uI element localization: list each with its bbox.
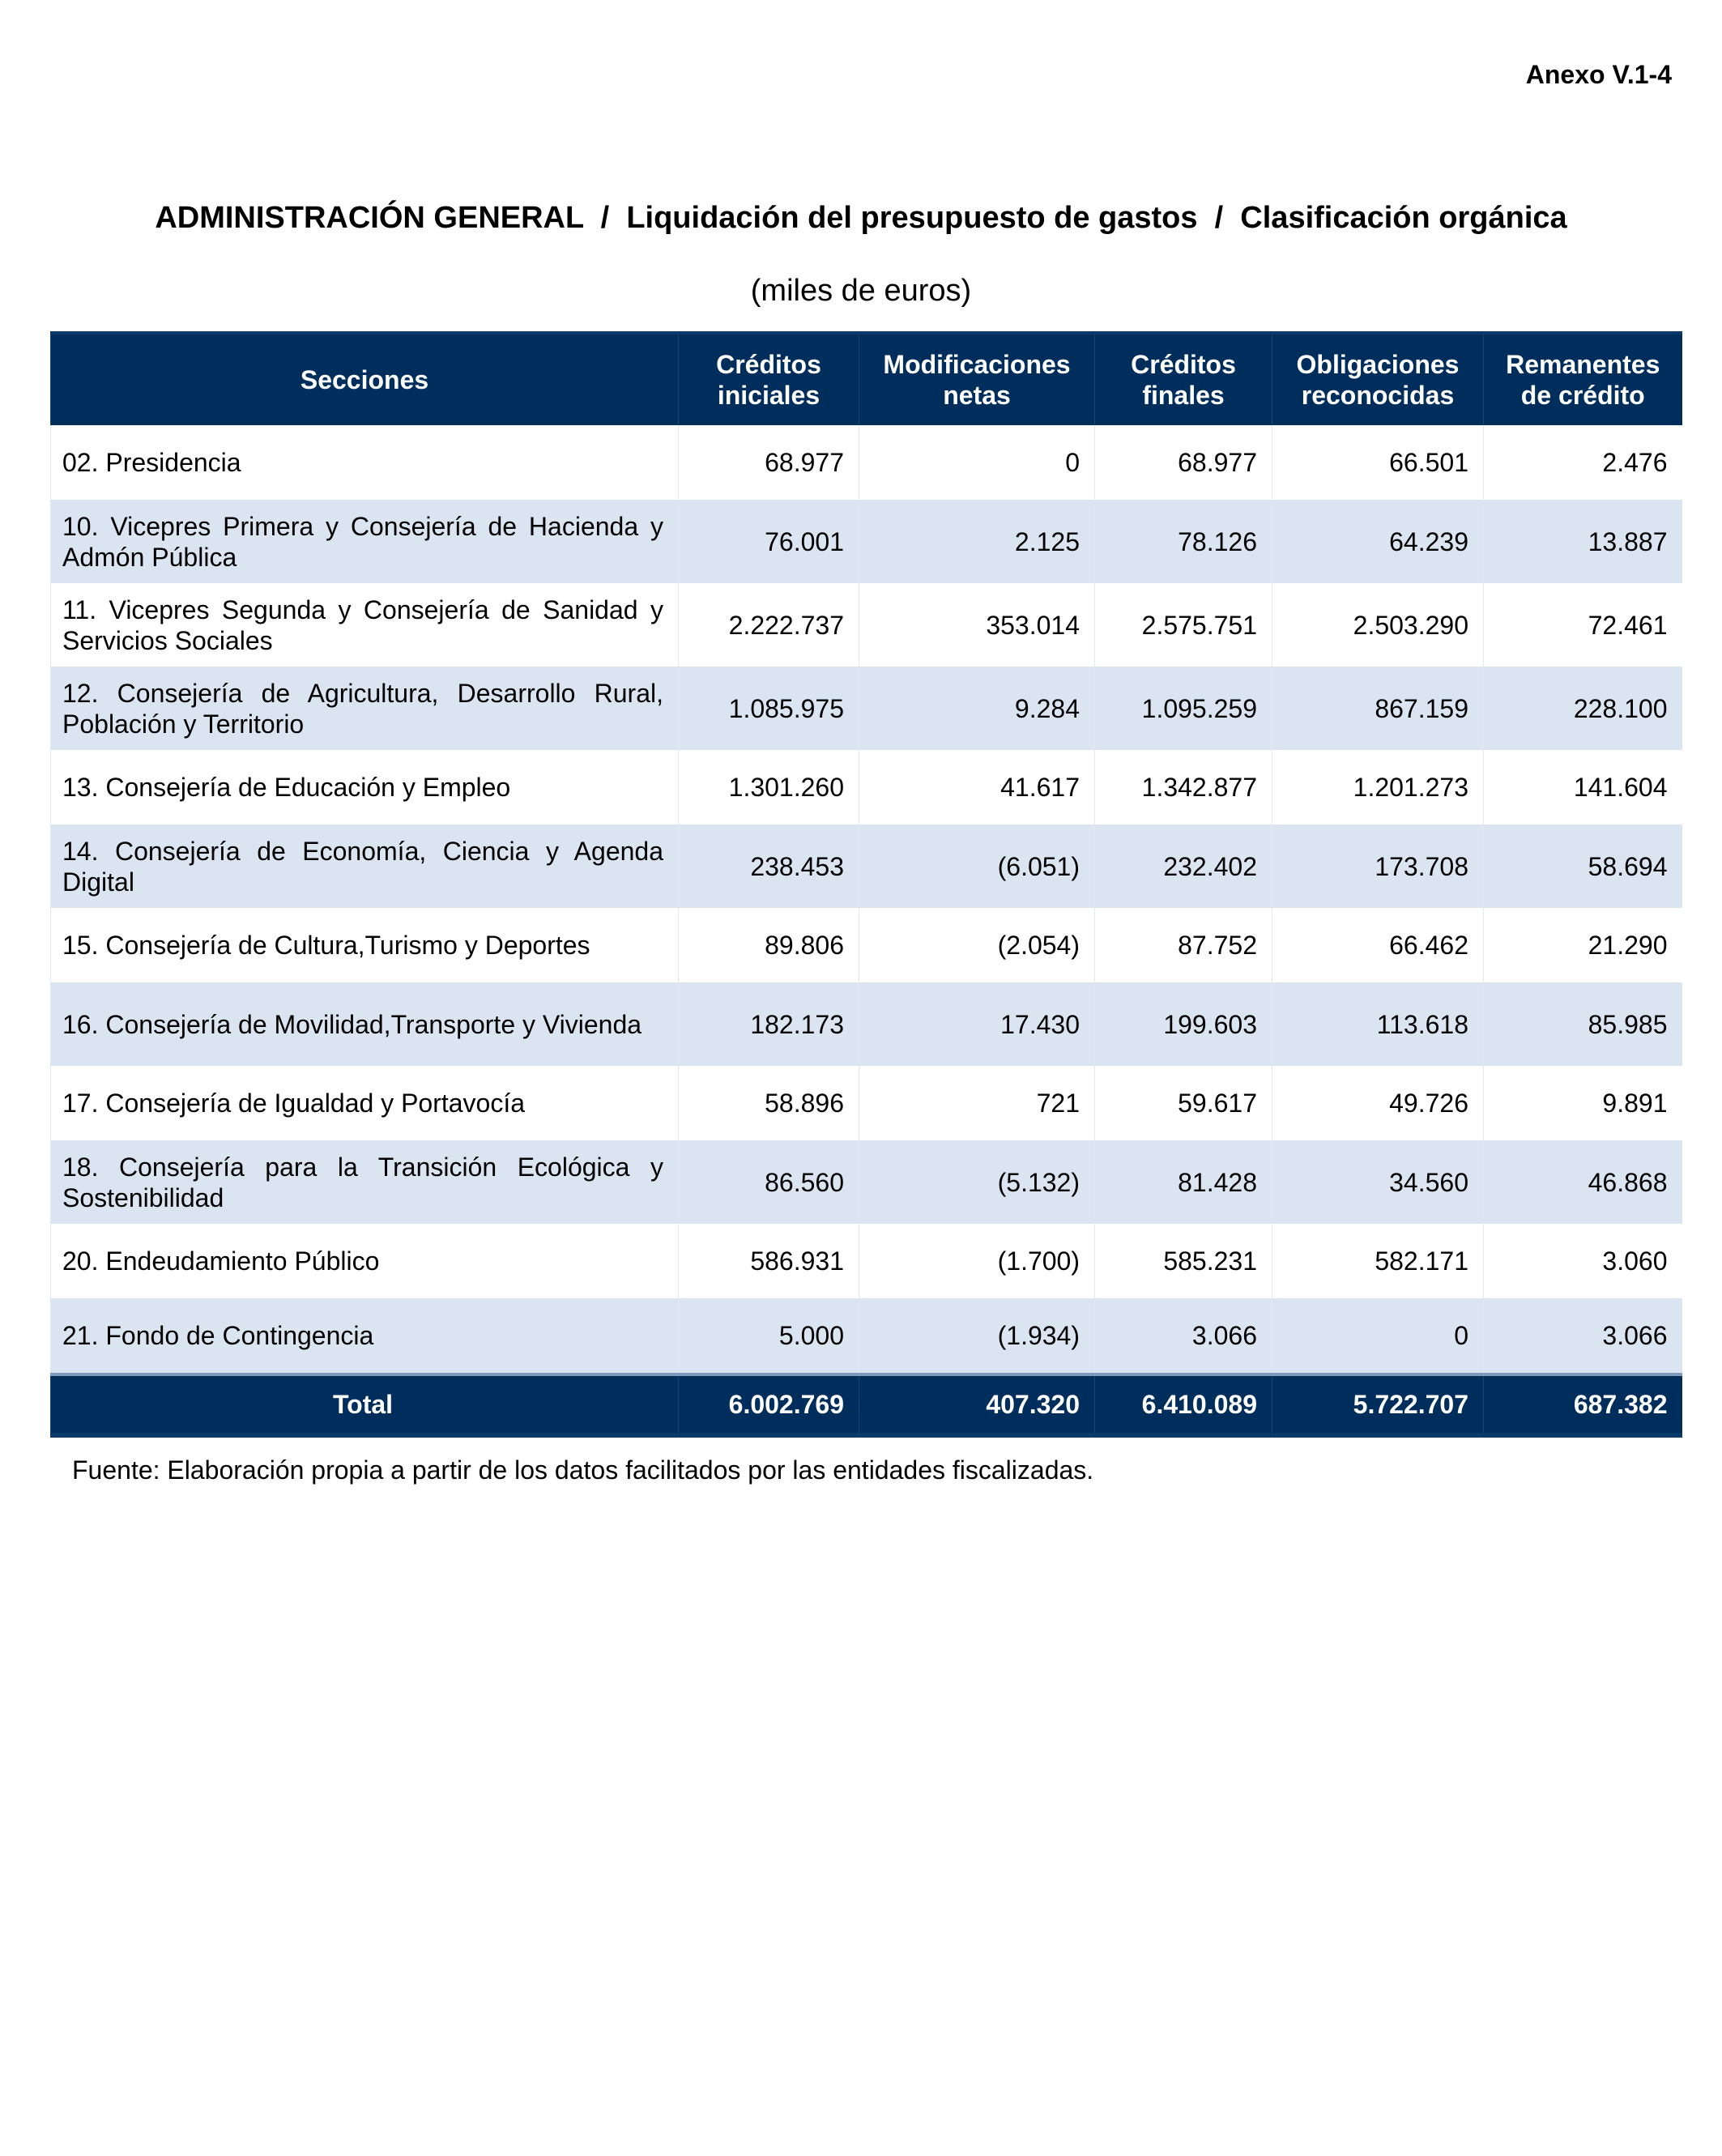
value-cell: 59.617 bbox=[1095, 1066, 1272, 1140]
total-cell: 6.002.769 bbox=[679, 1374, 859, 1435]
value-cell: 721 bbox=[859, 1066, 1095, 1140]
value-cell: 21.290 bbox=[1484, 908, 1682, 982]
value-cell: 1.085.975 bbox=[679, 667, 859, 750]
col-header-creditos-iniciales: Créditos iniciales bbox=[679, 333, 859, 425]
budget-table bbox=[50, 331, 1682, 1438]
value-cell: 17.430 bbox=[859, 982, 1095, 1066]
table-row bbox=[51, 824, 1682, 908]
section-name-cell: 14. Consejería de Economía, Ciencia y Agenda Digital bbox=[51, 824, 679, 908]
section-name-cell: 10. Vicepres Primera y Consejería de Hacienda y Admón Pública bbox=[51, 500, 679, 583]
value-cell: 141.604 bbox=[1484, 750, 1682, 824]
value-cell: 87.752 bbox=[1095, 908, 1272, 982]
value-cell: 3.066 bbox=[1484, 1298, 1682, 1374]
col-header-creditos-finales: Créditos finales bbox=[1095, 333, 1272, 425]
table-row bbox=[51, 583, 1682, 667]
page-title: ADMINISTRACIÓN GENERAL / Liquidación del presupuesto de gastos / Clasificación orgánica bbox=[155, 201, 1567, 235]
value-cell: 13.887 bbox=[1484, 500, 1682, 583]
col-header-modificaciones-netas: Modificaciones netas bbox=[859, 333, 1095, 425]
table-row bbox=[51, 982, 1682, 1066]
section-name-cell: 11. Vicepres Segunda y Consejería de Sanidad y Servicios Sociales bbox=[51, 583, 679, 667]
value-cell: 72.461 bbox=[1484, 583, 1682, 667]
table-row bbox=[51, 1224, 1682, 1298]
table-row bbox=[51, 500, 1682, 583]
value-cell: 586.931 bbox=[679, 1224, 859, 1298]
value-cell: 34.560 bbox=[1272, 1140, 1484, 1224]
value-cell: 173.708 bbox=[1272, 824, 1484, 908]
section-name-cell: 17. Consejería de Igualdad y Portavocía bbox=[51, 1066, 679, 1140]
table-row bbox=[51, 1298, 1682, 1374]
value-cell: 2.476 bbox=[1484, 425, 1682, 500]
value-cell: 1.301.260 bbox=[679, 750, 859, 824]
value-cell: 228.100 bbox=[1484, 667, 1682, 750]
value-cell: 2.575.751 bbox=[1095, 583, 1272, 667]
section-name-cell: 16. Consejería de Movilidad,Transporte y Vivienda bbox=[51, 982, 679, 1066]
value-cell: 89.806 bbox=[679, 908, 859, 982]
value-cell: 64.239 bbox=[1272, 500, 1484, 583]
value-cell: 585.231 bbox=[1095, 1224, 1272, 1298]
section-name-cell: 18. Consejería para la Transición Ecológica y Sostenibilidad bbox=[51, 1140, 679, 1224]
value-cell: 582.171 bbox=[1272, 1224, 1484, 1298]
total-row bbox=[51, 1374, 1682, 1435]
annex-label: Anexo V.1-4 bbox=[1525, 60, 1672, 89]
value-cell: 0 bbox=[1272, 1298, 1484, 1374]
table-row bbox=[51, 908, 1682, 982]
value-cell: 238.453 bbox=[679, 824, 859, 908]
value-cell: (1.700) bbox=[859, 1224, 1095, 1298]
value-cell: 78.126 bbox=[1095, 500, 1272, 583]
table-row bbox=[51, 667, 1682, 750]
header-row bbox=[51, 333, 1682, 425]
value-cell: 68.977 bbox=[679, 425, 859, 500]
section-name-cell: 12. Consejería de Agricultura, Desarrollo Rural, Población y Territorio bbox=[51, 667, 679, 750]
value-cell: 58.694 bbox=[1484, 824, 1682, 908]
value-cell: 1.201.273 bbox=[1272, 750, 1484, 824]
value-cell: (5.132) bbox=[859, 1140, 1095, 1224]
value-cell: 3.060 bbox=[1484, 1224, 1682, 1298]
total-cell: 407.320 bbox=[859, 1374, 1095, 1435]
value-cell: 68.977 bbox=[1095, 425, 1272, 500]
col-header-secciones: Secciones bbox=[51, 333, 679, 425]
value-cell: (2.054) bbox=[859, 908, 1095, 982]
table-row bbox=[51, 750, 1682, 824]
table-row bbox=[51, 1140, 1682, 1224]
value-cell: 1.342.877 bbox=[1095, 750, 1272, 824]
value-cell: 76.001 bbox=[679, 500, 859, 583]
section-name-cell: 20. Endeudamiento Público bbox=[51, 1224, 679, 1298]
value-cell: 2.125 bbox=[859, 500, 1095, 583]
value-cell: 41.617 bbox=[859, 750, 1095, 824]
value-cell: 81.428 bbox=[1095, 1140, 1272, 1224]
col-header-remanentes-credito: Remanentes de crédito bbox=[1484, 333, 1682, 425]
value-cell: 58.896 bbox=[679, 1066, 859, 1140]
value-cell: 353.014 bbox=[859, 583, 1095, 667]
value-cell: (1.934) bbox=[859, 1298, 1095, 1374]
value-cell: 113.618 bbox=[1272, 982, 1484, 1066]
value-cell: 182.173 bbox=[679, 982, 859, 1066]
total-cell: 5.722.707 bbox=[1272, 1374, 1484, 1435]
col-header-obligaciones-reconocidas: Obligaciones reconocidas bbox=[1272, 333, 1484, 425]
total-label: Total bbox=[51, 1374, 679, 1435]
section-name-cell: 13. Consejería de Educación y Empleo bbox=[51, 750, 679, 824]
value-cell: 49.726 bbox=[1272, 1066, 1484, 1140]
value-cell: 9.284 bbox=[859, 667, 1095, 750]
source-note: Fuente: Elaboración propia a partir de los datos facilitados por las entidades fiscalizadas. bbox=[72, 1455, 1094, 1485]
units-subtitle: (miles de euros) bbox=[750, 274, 972, 308]
value-cell: 2.222.737 bbox=[679, 583, 859, 667]
value-cell: 66.501 bbox=[1272, 425, 1484, 500]
value-cell: 2.503.290 bbox=[1272, 583, 1484, 667]
value-cell: 66.462 bbox=[1272, 908, 1484, 982]
table-row bbox=[51, 1066, 1682, 1140]
value-cell: 0 bbox=[859, 425, 1095, 500]
value-cell: 86.560 bbox=[679, 1140, 859, 1224]
section-name-cell: 21. Fondo de Contingencia bbox=[51, 1298, 679, 1374]
value-cell: 867.159 bbox=[1272, 667, 1484, 750]
value-cell: (6.051) bbox=[859, 824, 1095, 908]
value-cell: 46.868 bbox=[1484, 1140, 1682, 1224]
value-cell: 232.402 bbox=[1095, 824, 1272, 908]
value-cell: 85.985 bbox=[1484, 982, 1682, 1066]
value-cell: 199.603 bbox=[1095, 982, 1272, 1066]
total-cell: 6.410.089 bbox=[1095, 1374, 1272, 1435]
section-name-cell: 15. Consejería de Cultura,Turismo y Deportes bbox=[51, 908, 679, 982]
section-name-cell: 02. Presidencia bbox=[51, 425, 679, 500]
value-cell: 3.066 bbox=[1095, 1298, 1272, 1374]
value-cell: 9.891 bbox=[1484, 1066, 1682, 1140]
value-cell: 5.000 bbox=[679, 1298, 859, 1374]
value-cell: 1.095.259 bbox=[1095, 667, 1272, 750]
table-row bbox=[51, 425, 1682, 500]
total-cell: 687.382 bbox=[1484, 1374, 1682, 1435]
